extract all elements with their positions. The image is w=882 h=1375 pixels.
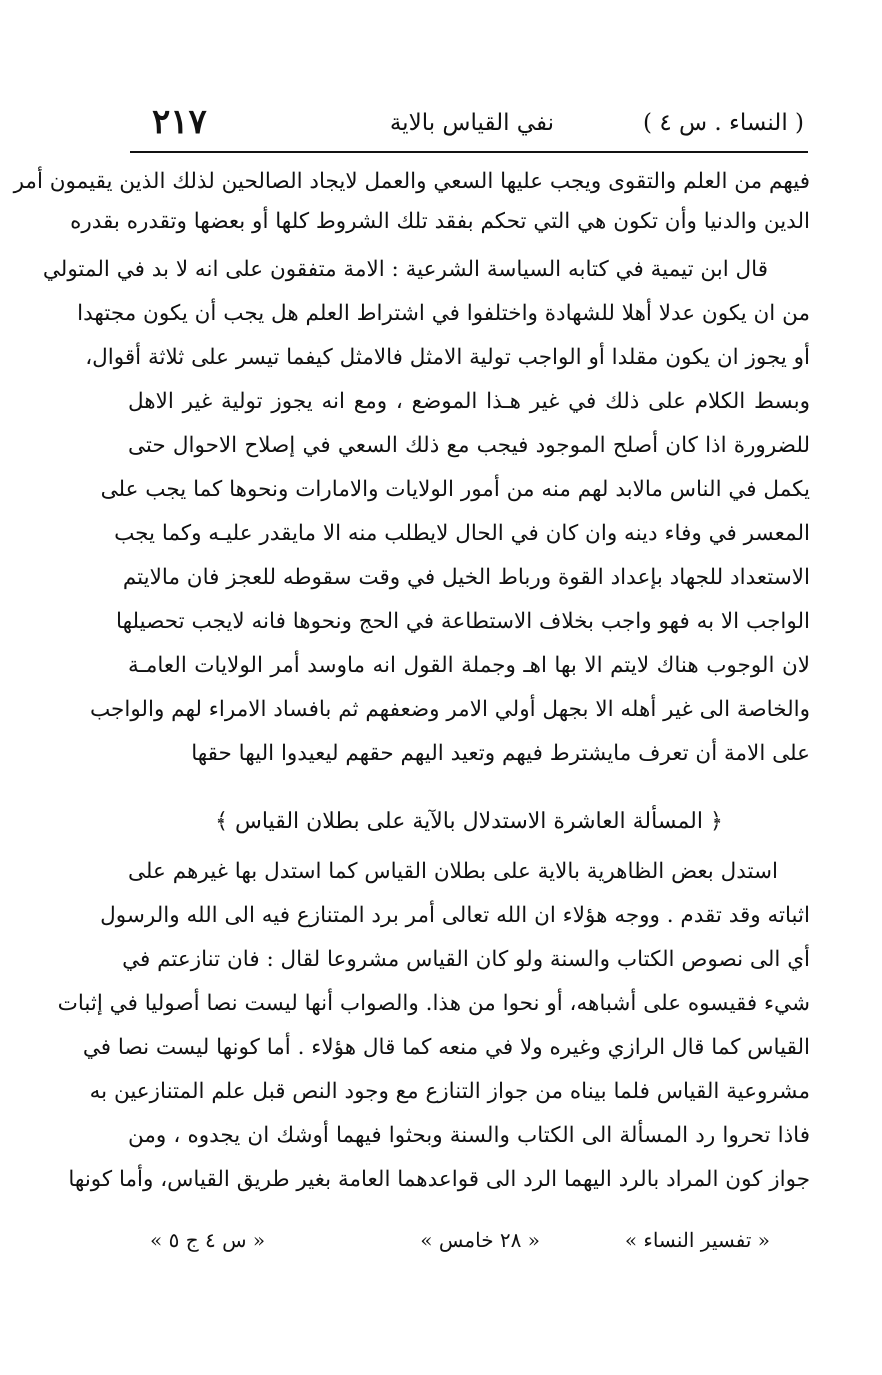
footer-reference: « س ٤ ج ٥ » — [150, 1228, 266, 1252]
page-number: ٢١٧ — [152, 102, 207, 142]
text-line: فيهم من العلم والتقوى ويجب عليها السعي والعمل لايجاد الصالحين لذلك الذين يقيمون أمر — [13, 169, 810, 194]
text-line: والخاصة الى غير أهله الا بجهل أولي الامر وضعفهم ثم بافساد الامراء لهم والواجب — [89, 697, 810, 722]
text-line: قال ابن تيمية في كتابه السياسة الشرعية : الامة متفقون على انه لا بد في المتولي — [42, 257, 768, 282]
footer-book-title: « تفسير النساء » — [624, 1228, 770, 1252]
footer-part: « ٢٨ خامس » — [420, 1228, 540, 1252]
text-line: وبسط الكلام على ذلك في غير هـذا الموضع ، ومع انه يجوز تولية غير الاهل — [128, 389, 810, 414]
text-line: الدين والدنيا وأن تكون هي التي تحكم بفقد تلك الشروط كلها أو بعضها وتقدره بقدره — [70, 209, 810, 234]
header-rule — [130, 151, 808, 153]
text-line: لان الوجوب هناك لايتم الا بها اهـ وجملة القول انه ماوسد أمر الولايات العامـة — [128, 653, 810, 678]
page-footer — [150, 1228, 770, 1268]
text-line: أي الى نصوص الكتاب والسنة ولو كان القياس مشروعا لقال : فان تنازعتم في — [122, 947, 810, 972]
text-line: يكمل في الناس مالابد لهم منه من أمور الولايات والامارات ونحوها كما يجب على — [100, 477, 810, 502]
text-line: فاذا تحروا رد المسألة الى الكتاب والسنة وبحثوا فيهما أوشك ان يجدوه ، ومن — [128, 1123, 810, 1148]
running-title: نفي القياس بالاية — [389, 110, 554, 136]
chapter-reference: ( النساء . س ٤ ) — [643, 110, 804, 136]
text-line: على الامة أن تعرف مايشترط فيهم وتعيد اليهم حقهم ليعيدوا اليها حقها — [191, 741, 810, 766]
paragraph-1 — [13, 160, 810, 244]
paragraph-2 — [42, 250, 810, 790]
text-line: القياس كما قال الرازي وغيره ولا في منعه كما قال هؤلاء . أما كونها ليست نصا في — [82, 1035, 810, 1060]
page-header — [132, 102, 804, 150]
text-line: استدل بعض الظاهرية بالاية على بطلان القياس كما استدل بها غيرهم على — [128, 859, 778, 884]
text-line: من ان يكون عدلا أهلا للشهادة واختلفوا في اشتراط العلم هل يجب أن يكون مجتهدا — [77, 301, 810, 326]
text-line: جواز كون المراد بالرد اليهما الرد الى قواعدهما العامة بغير طريق القياس، وأما كونها — [68, 1167, 810, 1192]
text-line: اثباته وقد تقدم . ووجه هؤلاء ان الله تعالى أمر برد المتنازع فيه الى الله والرسول — [100, 903, 810, 928]
text-line: للضرورة اذا كان أصلح الموجود فيجب مع ذلك السعي في إصلاح الاحوال حتى — [128, 433, 810, 458]
text-line: الواجب الا به فهو واجب بخلاف الاستطاعة في الحج ونحوها فانه لايجب تحصيلها — [116, 609, 810, 634]
paragraph-3 — [57, 852, 810, 1222]
text-line: المعسر في وفاء دينه وان كان في الحال لايطلب منه الا مايقدر عليـه وكما يجب — [114, 521, 810, 546]
text-line: الاستعداد للجهاد بإعداد القوة ورباط الخيل في وقت سقوطه للعجز فان مالايتم — [122, 565, 810, 590]
section-heading: ﴿ المسألة العاشرة الاستدلال بالآية على بطلان القياس ﴾ — [215, 809, 723, 834]
text-line: مشروعية القياس فلما بيناه من جواز التنازع مع وجود النص قبل علم المتنازعين به — [89, 1079, 810, 1104]
text-line: شيء فقيسوه على أشباهه، أو نحوا من هذا. والصواب أنها ليست نصا أصوليا في إثبات — [57, 991, 810, 1016]
text-line: أو يجوز ان يكون مقلدا أو الواجب تولية الامثل فالامثل كيفما تيسر على ثلاثة أقوال، — [85, 345, 810, 370]
